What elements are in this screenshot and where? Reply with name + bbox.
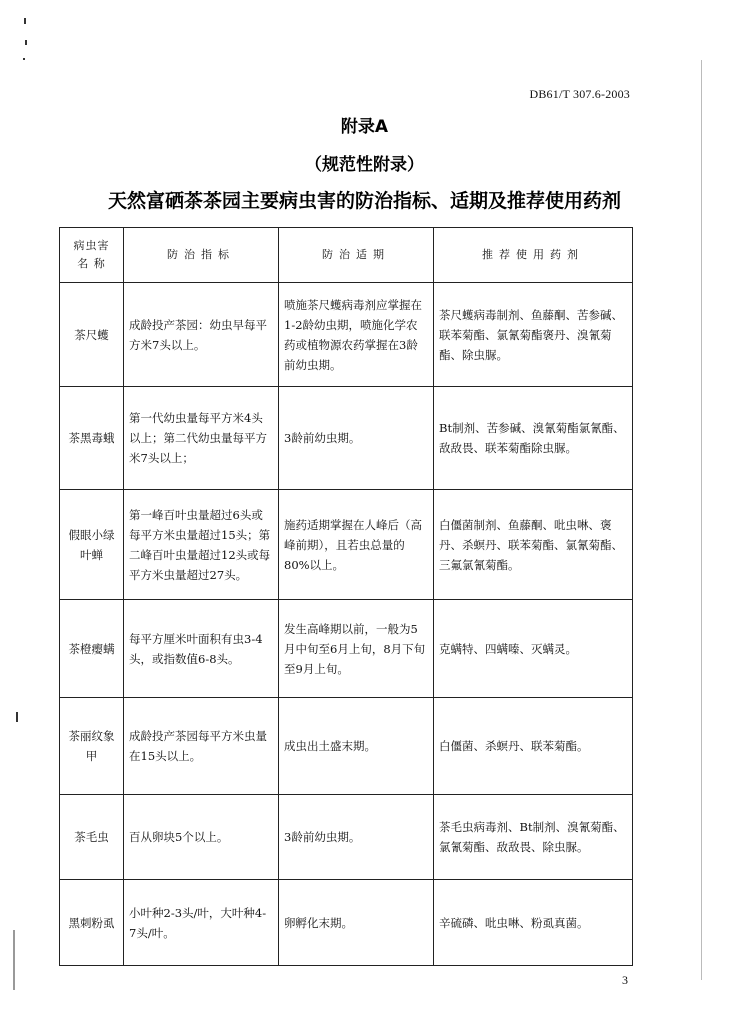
- scan-edge-line: [13, 930, 15, 990]
- cell-pest: 茶尺蠖: [60, 283, 124, 387]
- table-row: [60, 795, 633, 880]
- scan-speck: [24, 18, 26, 24]
- table-header-row: [60, 228, 633, 283]
- cell-period: 发生高峰期以前，一般为5月中旬至6月上旬，8月下旬至9月上旬。: [279, 600, 434, 698]
- cell-period: 成虫出土盛末期。: [279, 698, 434, 795]
- cell-period: 喷施茶尺蠖病毒剂应掌握在1-2龄幼虫期，喷施化学农药或植物源农药掌握在3龄前幼虫期。: [279, 283, 434, 387]
- cell-indicator: 第一代幼虫量每平方米4头以上；第二代幼虫量每平方米7头以上；: [124, 387, 279, 490]
- cell-indicator: 成龄投产茶园：幼虫早每平方米7头以上。: [124, 283, 279, 387]
- header-indicator: 防治指标: [124, 228, 279, 283]
- table-row: [60, 880, 633, 966]
- cell-pest: 黑刺粉虱: [60, 880, 124, 966]
- page-number: 3: [622, 973, 628, 987]
- header-pesticide: 推荐使用药剂: [434, 228, 633, 283]
- cell-pesticide: 白僵菌制剂、鱼藤酮、吡虫啉、褒丹、杀螟丹、联苯菊酯、氯氰菊酯、三氟氯氰菊酯。: [434, 490, 633, 600]
- cell-pesticide: Bt制剂、苦参碱、溴氰菊酯氯氰酯、敌敌畏、联苯菊酯除虫脲。: [434, 387, 633, 490]
- cell-indicator: 百从卵块5个以上。: [124, 795, 279, 880]
- table-title: 天然富硒茶茶园主要病虫害的防治指标、适期及推荐使用药剂: [107, 190, 621, 212]
- appendix-title: 附录A: [340, 117, 389, 137]
- cell-indicator: 成龄投产茶园每平方米虫量在15头以上。: [124, 698, 279, 795]
- cell-pest: 茶黑毒蛾: [60, 387, 124, 490]
- cell-pest: 茶丽纹象甲: [60, 698, 124, 795]
- pest-control-table: [59, 227, 633, 966]
- document-code: DB61/T 307.6-2003: [529, 87, 630, 101]
- header-pest-line2: 名 称: [77, 257, 106, 270]
- cell-pest: 假眼小绿叶蝉: [60, 490, 124, 600]
- table-row: [60, 698, 633, 795]
- cell-pesticide: 辛硫磷、吡虫啉、粉虱真菌。: [434, 880, 633, 966]
- cell-indicator: 第一峰百叶虫量超过6头或每平方米虫量超过15头；第二峰百叶虫量超过12头或每平方米虫量超过27头。: [124, 490, 279, 600]
- cell-period: 施药适期掌握在人峰后（高峰前期），且若虫总量的80%以上。: [279, 490, 434, 600]
- cell-period: 卵孵化末期。: [279, 880, 434, 966]
- cell-period: 3龄前幼虫期。: [279, 387, 434, 490]
- cell-pesticide: 茶尺蠖病毒制剂、鱼藤酮、苦参碱、联苯菊酯、氯氰菊酯褒丹、溴氰菊酯、除虫脲。: [434, 283, 633, 387]
- cell-pesticide: 白僵菌、杀螟丹、联苯菊酯。: [434, 698, 633, 795]
- scan-edge-line: [701, 60, 702, 980]
- cell-pesticide: 茶毛虫病毒剂、Bt制剂、溴氰菊酯、氯氰菊酯、敌敌畏、除虫脲。: [434, 795, 633, 880]
- cell-indicator: 小叶种2-3头/叶，大叶种4-7头/叶。: [124, 880, 279, 966]
- scan-speck: [23, 58, 25, 60]
- header-pest-line1: 病虫害: [73, 239, 110, 252]
- scan-speck: [25, 40, 27, 45]
- header-pest-name: [60, 228, 124, 283]
- cell-period: 3龄前幼虫期。: [279, 795, 434, 880]
- table-row: [60, 490, 633, 600]
- table-row: [60, 387, 633, 490]
- table-row: [60, 283, 633, 387]
- cell-pesticide: 克螨特、四螨嗪、灭螨灵。: [434, 600, 633, 698]
- table-row: [60, 600, 633, 698]
- cell-pest: 茶橙瘿螨: [60, 600, 124, 698]
- appendix-type: （规范性附录）: [305, 155, 424, 175]
- cell-indicator: 每平方厘米叶面积有虫3-4头，或指数值6-8头。: [124, 600, 279, 698]
- scan-speck: [16, 712, 18, 722]
- header-period: 防治适期: [279, 228, 434, 283]
- cell-pest: 茶毛虫: [60, 795, 124, 880]
